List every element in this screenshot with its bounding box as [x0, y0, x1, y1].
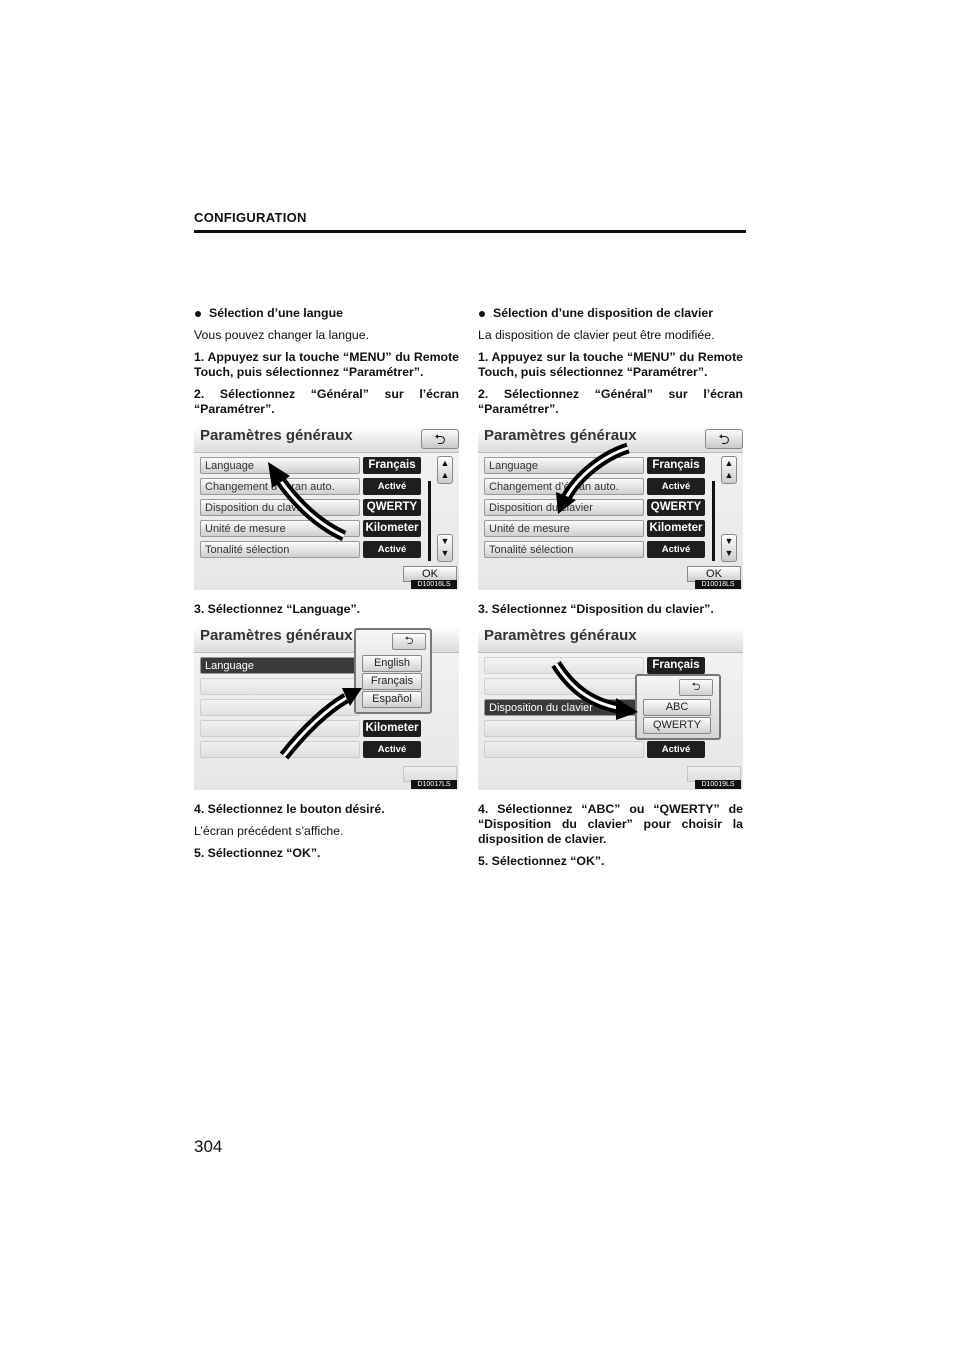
figure-code: D10018LS: [695, 580, 741, 589]
left-step-2: 2. Sélectionnez “Général” sur l’écran “Paramétrer”.: [194, 387, 459, 416]
value-unit: Kilometer: [363, 720, 421, 737]
pointer-arrow-icon: [478, 426, 743, 590]
left-step-3: 3. Sélectionnez “Language”.: [194, 602, 361, 616]
back-icon[interactable]: ⮌: [705, 429, 743, 449]
option-english[interactable]: English: [362, 655, 422, 672]
back-icon[interactable]: ⮌: [421, 429, 459, 449]
right-intro: La disposition de clavier peut être modifiée.: [478, 328, 715, 342]
value-beep: Activé: [363, 541, 421, 558]
value-unit: Kilometer: [647, 520, 705, 537]
left-intro: Vous pouvez changer la langue.: [194, 328, 370, 342]
value-language: Français: [363, 457, 421, 474]
right-column: [478, 306, 743, 876]
value-keyboard-layout: QWERTY: [647, 499, 705, 516]
row-beep[interactable]: Tonalité sélection: [484, 541, 644, 558]
value-language: Français: [647, 657, 705, 674]
pointer-arrow-icon: [194, 626, 459, 790]
pointer-arrow-icon: [478, 626, 743, 790]
value-beep: Activé: [647, 541, 705, 558]
header-rule: [194, 230, 746, 233]
value-keyboard-layout: QWERTY: [363, 499, 421, 516]
screenshot-general-settings-c: [478, 426, 743, 590]
left-step-5: 5. Sélectionnez “OK”.: [194, 846, 321, 860]
option-qwerty[interactable]: QWERTY: [643, 717, 711, 734]
row-language[interactable]: Language: [484, 457, 644, 474]
right-step-5: 5. Sélectionnez “OK”.: [478, 854, 605, 868]
section-title: CONFIGURATION: [194, 210, 307, 225]
page-header: [194, 210, 746, 225]
scroll-up-icon[interactable]: ▲ ▲: [721, 456, 737, 484]
right-step-4: 4. Sélectionnez “ABC” ou “QWERTY” de “Disposition du clavier” pour choisir la disposition de clavier.: [478, 802, 743, 846]
ok-button[interactable]: OK: [403, 566, 457, 582]
screen-title: Paramètres généraux: [484, 427, 637, 444]
row-language-selected[interactable]: Language: [200, 657, 360, 674]
back-icon[interactable]: ⮌: [679, 679, 713, 696]
row-unit[interactable]: Unité de mesure: [484, 520, 644, 537]
figure-code: D10017LS: [411, 780, 457, 789]
screen-title: Paramètres généraux: [484, 627, 637, 644]
row-keyboard-layout[interactable]: Disposition du clavier: [484, 499, 644, 516]
scroll-down-icon[interactable]: ▼ ▼: [721, 534, 737, 562]
figure-code: D10016LS: [411, 580, 457, 589]
left-note: L’écran précédent s’affiche.: [194, 824, 344, 838]
value-unit: Kilometer: [363, 520, 421, 537]
pointer-arrow-icon: [194, 426, 459, 590]
row-unit[interactable]: Unité de mesure: [200, 520, 360, 537]
row-auto-screen[interactable]: Changement d’écran auto.: [200, 478, 360, 495]
right-heading: [478, 306, 743, 321]
right-step-3: 3. Sélectionnez “Disposition du clavier”.: [478, 602, 714, 616]
figure-code: D10019LS: [695, 780, 741, 789]
value-language: Français: [647, 457, 705, 474]
left-step-4: 4. Sélectionnez le bouton désiré.: [194, 802, 385, 816]
left-step-1: 1. Appuyez sur la touche “MENU” du Remote Touch, puis sélectionnez “Paramétrer”.: [194, 350, 459, 379]
option-francais[interactable]: Français: [362, 673, 422, 690]
page-number: 304: [194, 1137, 223, 1156]
right-step-1: 1. Appuyez sur la touche “MENU” du Remote Touch, puis sélectionnez “Paramétrer”.: [478, 350, 743, 379]
row-language[interactable]: Language: [200, 457, 360, 474]
screenshot-general-settings-a: [194, 426, 459, 590]
ok-button[interactable]: OK: [687, 566, 741, 582]
option-espanol[interactable]: Español: [362, 691, 422, 708]
value-beep: Activé: [647, 741, 705, 758]
screen-title: Paramètres généraux: [200, 427, 353, 444]
left-column: [194, 306, 459, 868]
right-heading-text: Sélection d’une disposition de clavier: [493, 306, 714, 320]
value-auto-screen: Activé: [363, 478, 421, 495]
screenshot-keyboard-popup: [478, 626, 743, 790]
left-heading: [194, 306, 459, 321]
back-icon[interactable]: ⮌: [392, 633, 426, 650]
value-beep: Activé: [363, 741, 421, 758]
bullet-icon: [195, 311, 201, 317]
row-keyboard-layout-selected[interactable]: Disposition du clavier: [484, 699, 644, 716]
scroll-up-icon[interactable]: ▲ ▲: [437, 456, 453, 484]
right-step-2: 2. Sélectionnez “Général” sur l’écran “Paramétrer”.: [478, 387, 743, 416]
left-heading-text: Sélection d’une langue: [209, 306, 343, 320]
screenshot-language-popup: [194, 626, 459, 790]
row-beep[interactable]: Tonalité sélection: [200, 541, 360, 558]
bullet-icon: [479, 311, 485, 317]
scroll-down-icon[interactable]: ▼ ▼: [437, 534, 453, 562]
value-auto-screen: Activé: [647, 478, 705, 495]
row-auto-screen[interactable]: Changement d’écran auto.: [484, 478, 644, 495]
screen-title: Paramètres généraux: [200, 627, 353, 644]
row-keyboard-layout[interactable]: Disposition du clavier: [200, 499, 360, 516]
option-abc[interactable]: ABC: [643, 699, 711, 716]
